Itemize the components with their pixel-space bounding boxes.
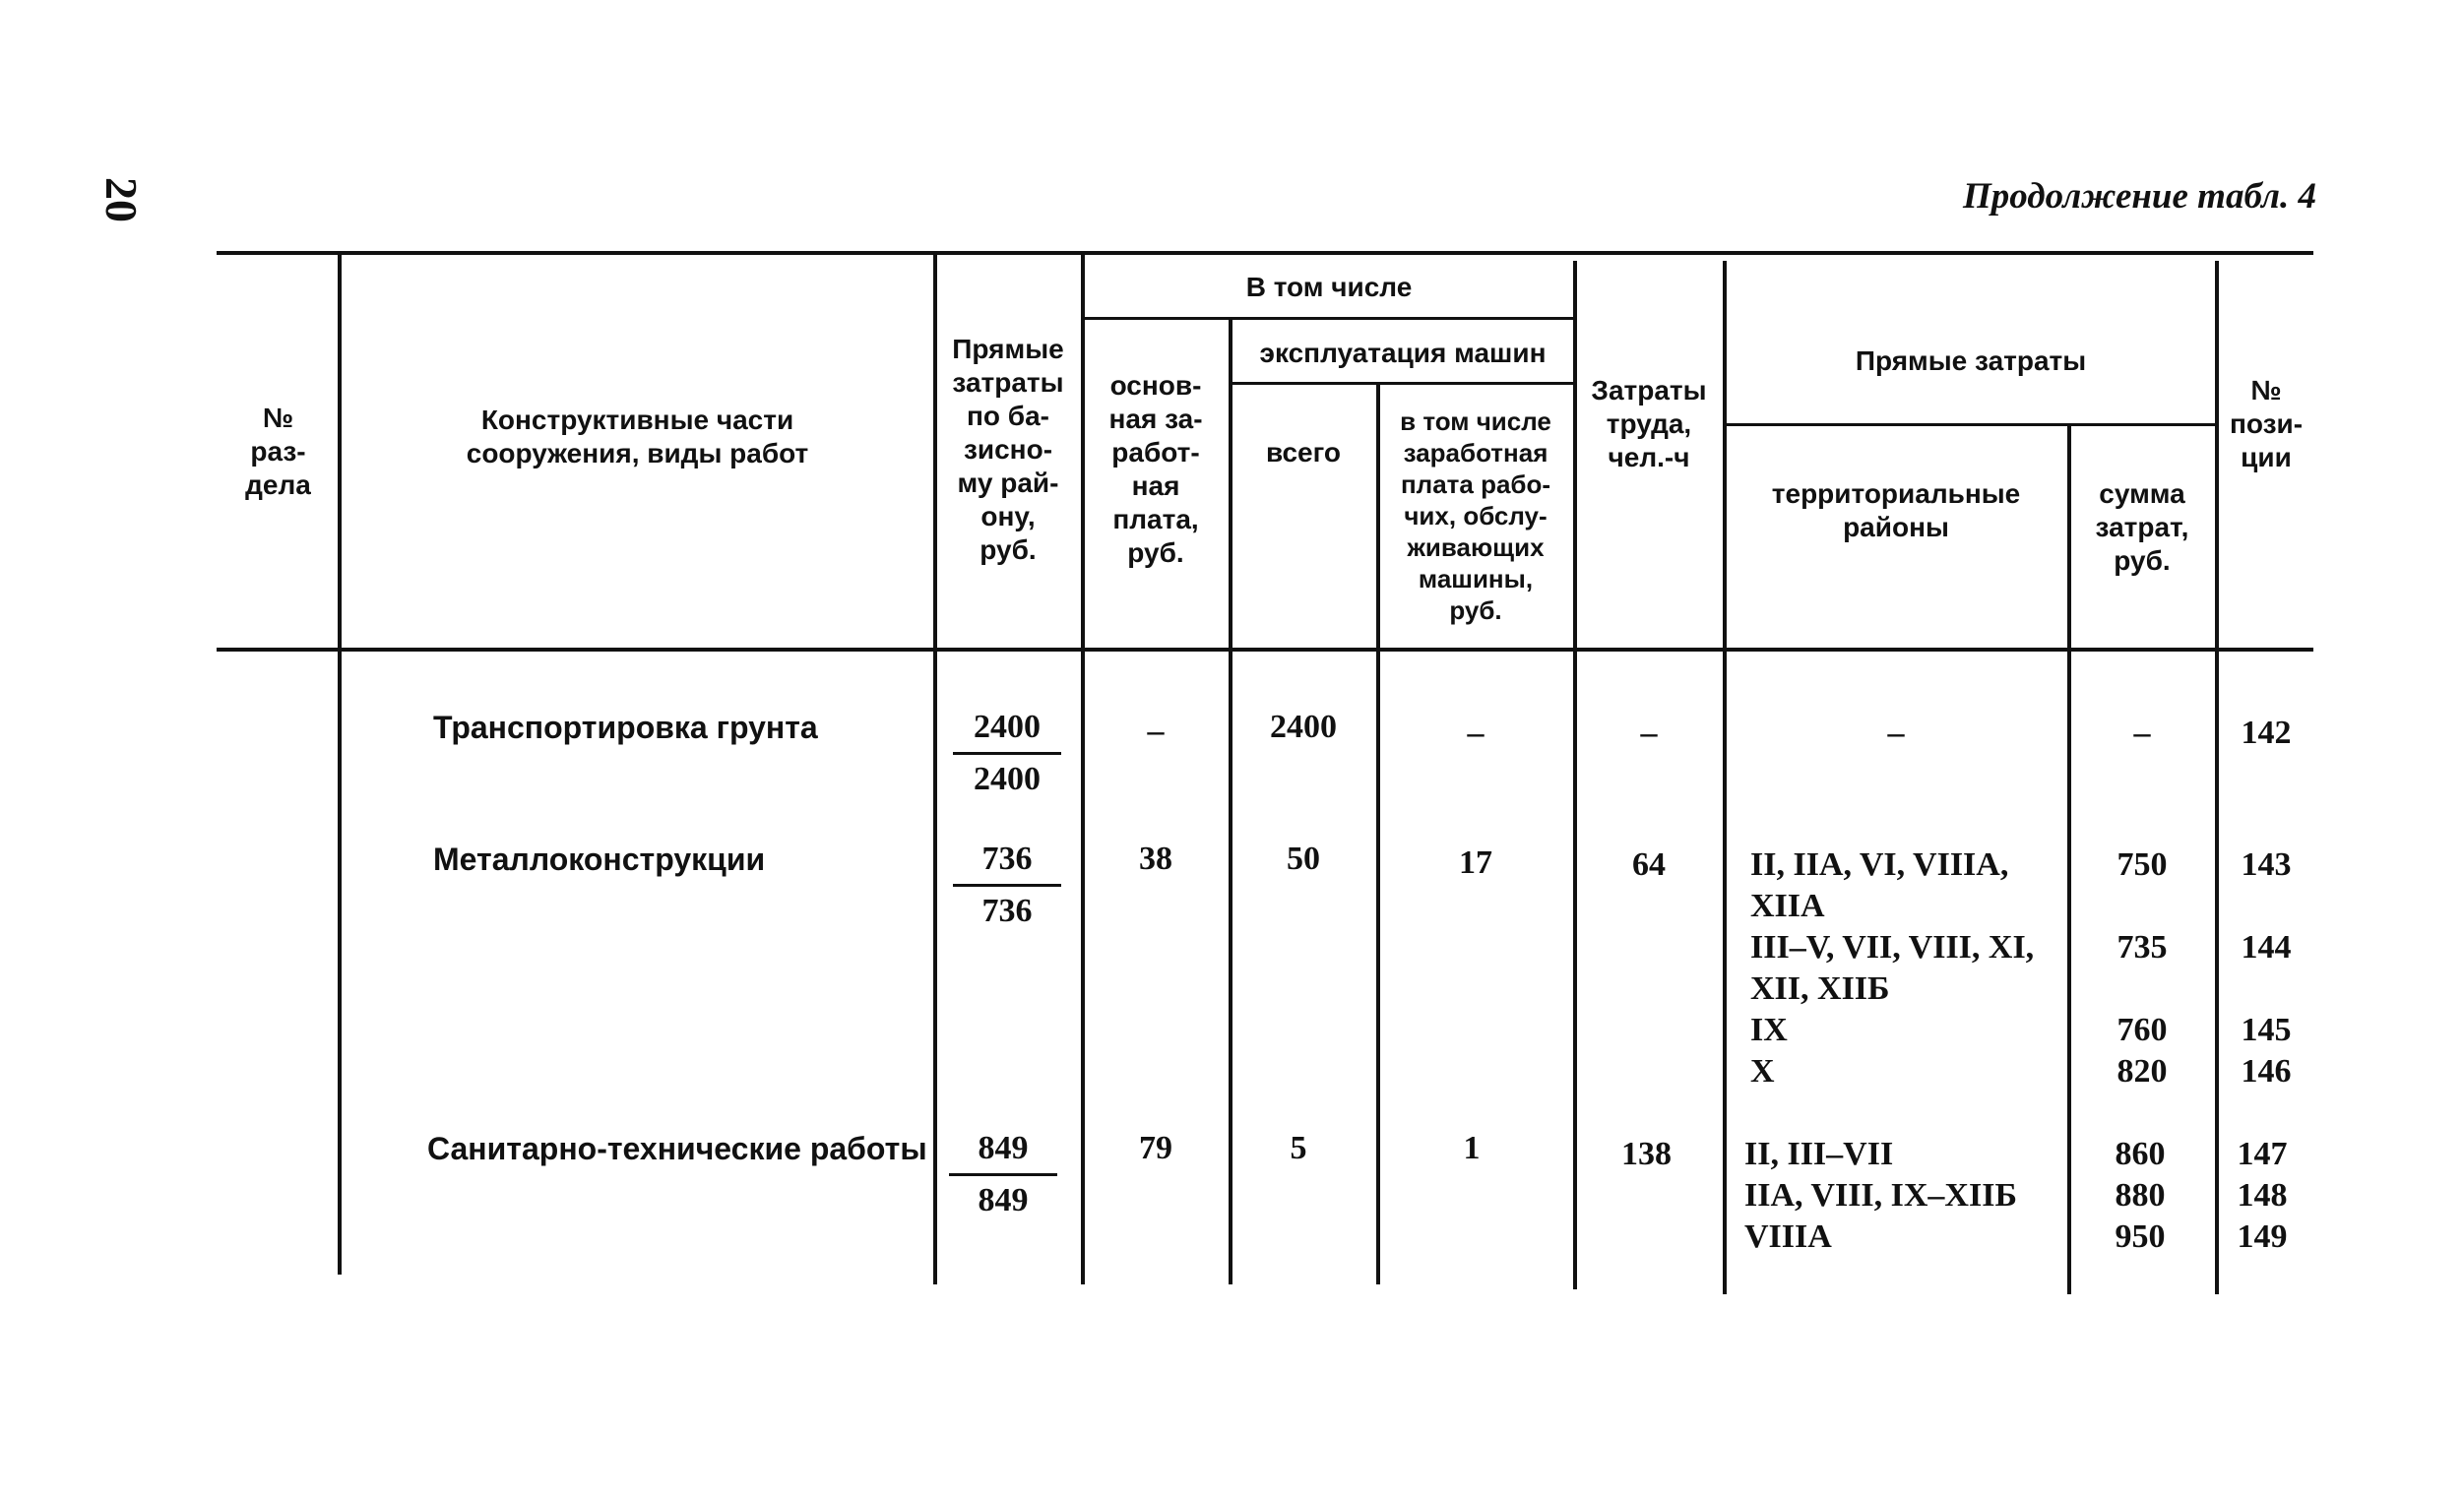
- direct-costs-rule: [1725, 423, 2217, 426]
- position-no: 149: [2237, 1218, 2288, 1255]
- position-no: 143: [2241, 846, 2292, 883]
- region-text: II, IIA, VI, VIIIA, XIIA: [1750, 846, 2009, 924]
- sum-value: 860: [2115, 1136, 2166, 1172]
- position-no: 146: [2241, 1053, 2292, 1090]
- direct-cost-fraction: $\frac{736}{736}$: [953, 839, 1061, 932]
- header-including: В том числе: [1245, 272, 1413, 302]
- sum-value: 950: [2115, 1218, 2166, 1255]
- region-text: VIIIA: [1744, 1218, 1832, 1255]
- basic-wage-value: 38: [1139, 841, 1172, 877]
- sum-value: 735: [2117, 929, 2168, 966]
- basic-wage-value: 79: [1139, 1130, 1172, 1166]
- header-regions: территориальные районы: [1771, 478, 2021, 542]
- region-text: III–V, VII, VIII, XI, XII, XIIБ: [1750, 929, 2035, 1007]
- region-text: II, III–VII: [1744, 1136, 1894, 1172]
- including-rule: [1083, 317, 1575, 320]
- region-text: IX: [1750, 1012, 1788, 1048]
- position-no: 142: [2241, 715, 2292, 751]
- row-name: Транспортировка грунта: [433, 710, 818, 745]
- machine-wage-value: 17: [1459, 844, 1492, 881]
- table-caption: Продолжение табл. 4: [1963, 176, 2316, 217]
- header-machine-wage: в том числе заработная плата рабо- чих, обслу- живающих машины, руб.: [1400, 406, 1551, 625]
- row-name: Металлоконструкции: [433, 842, 766, 877]
- header-basic-wage: основ- ная за- работ- ная плата, руб.: [1108, 370, 1203, 568]
- machine-total-value: 2400: [1270, 709, 1337, 745]
- header-position-no: № пози- ции: [2229, 375, 2304, 472]
- sum-value: 880: [2115, 1177, 2166, 1214]
- col-rule-1: [338, 251, 342, 1275]
- labor-value: 138: [1621, 1136, 1672, 1172]
- machine-total-value: 5: [1290, 1130, 1307, 1166]
- header-machine-op: эксплуатация машин: [1259, 338, 1547, 368]
- header-direct-costs: Прямые затраты: [1855, 345, 2087, 376]
- sum-value: 820: [2117, 1053, 2168, 1090]
- labor-value: –: [1640, 715, 1658, 751]
- header-labor: Затраты труда, чел.-ч: [1591, 375, 1707, 472]
- position-no: 144: [2241, 929, 2292, 966]
- region-text: –: [1887, 715, 1905, 751]
- position-no: 148: [2237, 1177, 2288, 1214]
- machine-wage-value: –: [1467, 715, 1485, 751]
- table-top-rule: [217, 251, 2313, 255]
- basic-wage-value: –: [1147, 713, 1165, 749]
- header-parts: Конструктивные части сооружения, виды работ: [466, 405, 809, 468]
- region-text: IIA, VIII, IX–XIIБ: [1744, 1177, 2017, 1214]
- direct-cost-fraction: $\frac{2400}{2400}$: [953, 707, 1061, 800]
- page-number: 20: [96, 177, 147, 222]
- header-direct-base: Прямые затраты по ба- зисно- му рай- ону, руб.: [952, 334, 1064, 565]
- position-no: 147: [2237, 1136, 2288, 1172]
- header-machine-total: всего: [1265, 437, 1342, 468]
- sum-value: 760: [2117, 1012, 2168, 1048]
- region-text: X: [1750, 1053, 1775, 1090]
- machine-wage-value: 1: [1463, 1130, 1481, 1166]
- machine-rule: [1231, 382, 1575, 385]
- row-name: Санитарно-технические работы: [427, 1131, 927, 1166]
- sum-value: 750: [2117, 846, 2168, 883]
- direct-cost-fraction: $\frac{849}{849}$: [949, 1128, 1057, 1221]
- col-rule-7: [1723, 261, 1727, 1294]
- header-sum: сумма затрат, руб.: [2095, 478, 2189, 576]
- labor-value: 64: [1632, 846, 1666, 883]
- header-section-no: № раз- дела: [245, 403, 311, 500]
- position-no: 145: [2241, 1012, 2292, 1048]
- header-bottom-rule: [217, 648, 2313, 652]
- machine-total-value: 50: [1287, 841, 1320, 877]
- sum-value: –: [2133, 715, 2151, 751]
